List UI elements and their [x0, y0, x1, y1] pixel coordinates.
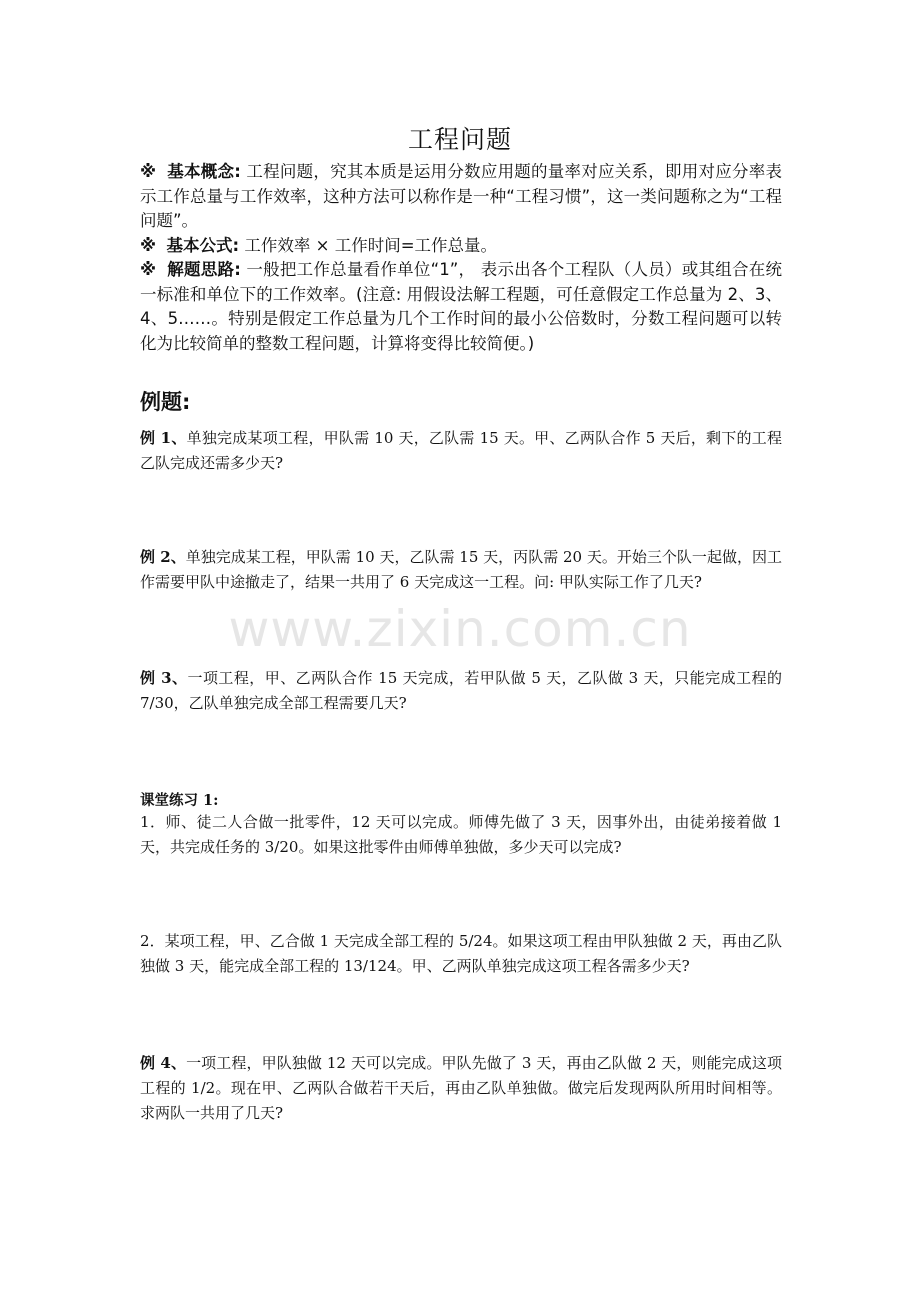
- practice-item-1: 1．师、徒二人合做一批零件，12 天可以完成。师傅先做了 3 天，因事外出，由徒弟接着做 1 天，共完成任务的 3/20。如果这批零件由师傅单独做，多少天可以完成?: [140, 813, 782, 856]
- formula-paragraph: [140, 234, 782, 259]
- formula-marker: ※: [140, 235, 157, 255]
- basic-concept-paragraph: [140, 160, 782, 234]
- example-4-text: 一项工程，甲队独做 12 天可以完成。甲队先做了 3 天，再由乙队做 2 天，则能完成这项工程的 1/2。现在甲、乙两队合做若干天后，再由乙队单独做。做完后发现两队所用时间相等。求两队一共用了几天?: [140, 1054, 782, 1122]
- example-3-text: 一项工程，甲、乙两队合作 15 天完成，若甲队做 5 天，乙队做 3 天，只能完成工程的 7/30，乙队单独完成全部工程需要几天?: [140, 669, 782, 712]
- formula-label: 基本公式:: [166, 235, 240, 255]
- example-2-text: 单独完成某工程，甲队需 10 天，乙队需 15 天，丙队需 20 天。开始三个队一起做，因工作需要甲队中途撤走了，结果一共用了 6 天完成这一工程。问: 甲队实际工作了几天?: [140, 548, 782, 591]
- example-1-label: 例 1、: [140, 429, 187, 447]
- watermark: www.zixin.com.cn: [228, 600, 692, 658]
- example-1: [140, 426, 782, 476]
- basic-concept-text: 工程问题，究其本质是运用分数应用题的量率对应关系，即用对应分率表示工作总量与工作效率，这种方法可以称作是一种“工程习惯”，这一类问题称之为“工程问题”。: [140, 162, 783, 230]
- example-2-label: 例 2、: [140, 548, 186, 566]
- example-4-label: 例 4、: [140, 1054, 187, 1072]
- concepts-section: [140, 160, 782, 356]
- practice-item-2: 2．某项工程，甲、乙合做 1 天完成全部工程的 5/24。如果这项工程由甲队独做 2 天，再由乙队独做 3 天，能完成全部工程的 13/124。甲、乙两队单独完成这项工程各需多少天?: [140, 932, 782, 975]
- approach-marker: ※: [140, 260, 157, 279]
- approach-text: 一般把工作总量看作单位“1”， 表示出各个工程队（人员）或其组合在统一标准和单位下的工作效率。(注意: 用假设法解工程题，可任意假定工作总量为 2、3、4、5……。特别是假定工作总量为几个工作时间的最小公倍数时，分数工程问题可以转化为比较简单的整数工程问题，计算将变得比较简便。): [140, 260, 782, 353]
- example-3-label: 例 3、: [140, 669, 188, 687]
- example-2: [140, 545, 782, 595]
- basic-concept-label: 基本概念:: [167, 162, 241, 181]
- example-4: [140, 1051, 782, 1126]
- approach-paragraph: [140, 258, 782, 356]
- approach-label: 解题思路:: [167, 260, 241, 279]
- basic-concept-marker: ※: [140, 162, 157, 181]
- page-title: 工程问题: [407, 125, 512, 154]
- example-3: [140, 666, 782, 716]
- example-1-text: 单独完成某项工程，甲队需 10 天，乙队需 15 天。甲、乙两队合作 5 天后，剩下的工程乙队完成还需多少天?: [140, 429, 782, 472]
- practice-heading: 课堂练习 1:: [140, 792, 219, 809]
- formula-text: 工作效率 × 工作时间=工作总量。: [244, 235, 498, 255]
- examples-heading: 例题:: [140, 390, 191, 414]
